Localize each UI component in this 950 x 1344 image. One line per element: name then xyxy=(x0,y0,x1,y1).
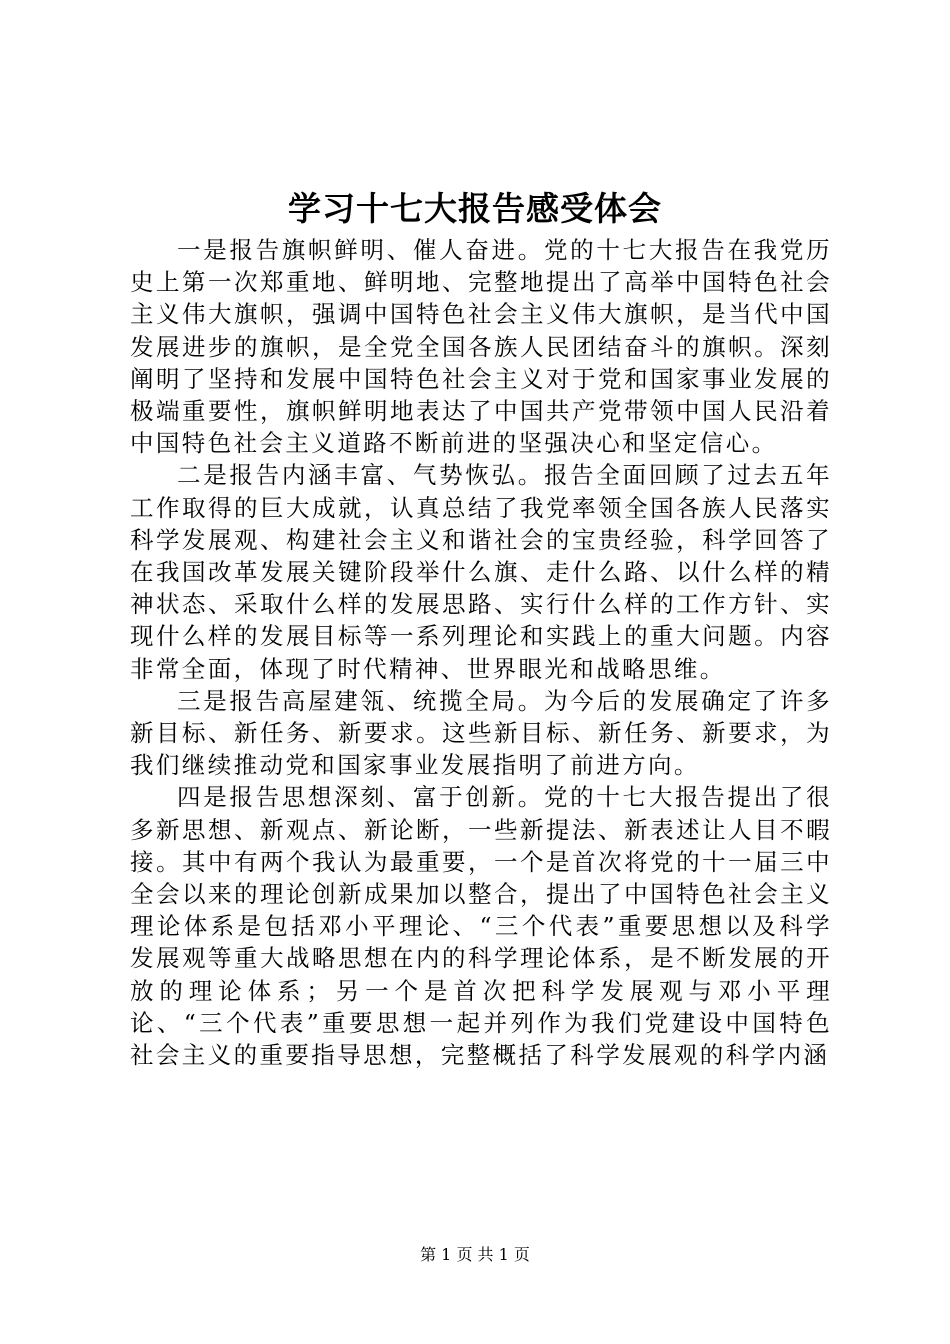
paragraph-1: 一是报告旗帜鲜明、催人奋进。党的十七大报告在我党历史上第一次郑重地、鲜明地、完整地提出了高举中国特色社会主义伟大旗帜，强调中国特色社会主义伟大旗帜，是当代中国发展进步的旗帜，是全党全国各族人民团结奋斗的旗帜。深刻阐明了坚持和发展中国特色社会主义对于党和国家事业发展的极端重要性，旗帜鲜明地表达了中国共产党带领中国人民沿着中国特色社会主义道路不断前进的坚强决心和坚定信心。 xyxy=(130,236,832,458)
document-title: 学习十七大报告感受体会 xyxy=(288,189,662,228)
paragraph-2: 二是报告内涵丰富、气势恢弘。报告全面回顾了过去五年工作取得的巨大成就，认真总结了我党率领全国各族人民落实科学发展观、构建社会主义和谐社会的宝贵经验，科学回答了在我国改革发展关键阶段举什么旗、走什么路、以什么样的精神状态、采取什么样的发展思路、实行什么样的工作方针、实现什么样的发展目标等一系列理论和实践上的重大问题。内容非常全面，体现了时代精神、世界眼光和战略思维。 xyxy=(130,461,832,683)
paragraph-3: 三是报告高屋建瓴、统揽全局。为今后的发展确定了许多新目标、新任务、新要求。这些新目标、新任务、新要求，为我们继续推动党和国家事业发展指明了前进方向。 xyxy=(130,686,832,780)
page-footer: 第 1 页 共 1 页 xyxy=(420,1245,530,1264)
document-body xyxy=(130,234,832,1071)
paragraph-4: 四是报告思想深刻、富于创新。党的十七大报告提出了很多新思想、新观点、新论断，一些新提法、新表述让人目不暇接。其中有两个我认为最重要，一个是首次将党的十一届三中全会以来的理论创新成果加以整合，提出了中国特色社会主义理论体系是包括邓小平理论、“三个代表”重要思想以及科学发展观等重大战略思想在内的科学理论体系，是不断发展的开放的理论体系；另一个是首次把科学发展观与邓小平理论、“三个代表”重要思想一起并列作为我们党建设中国特色社会主义的重要指导思想，完整概括了科学发展观的科学内涵 xyxy=(130,783,832,1070)
